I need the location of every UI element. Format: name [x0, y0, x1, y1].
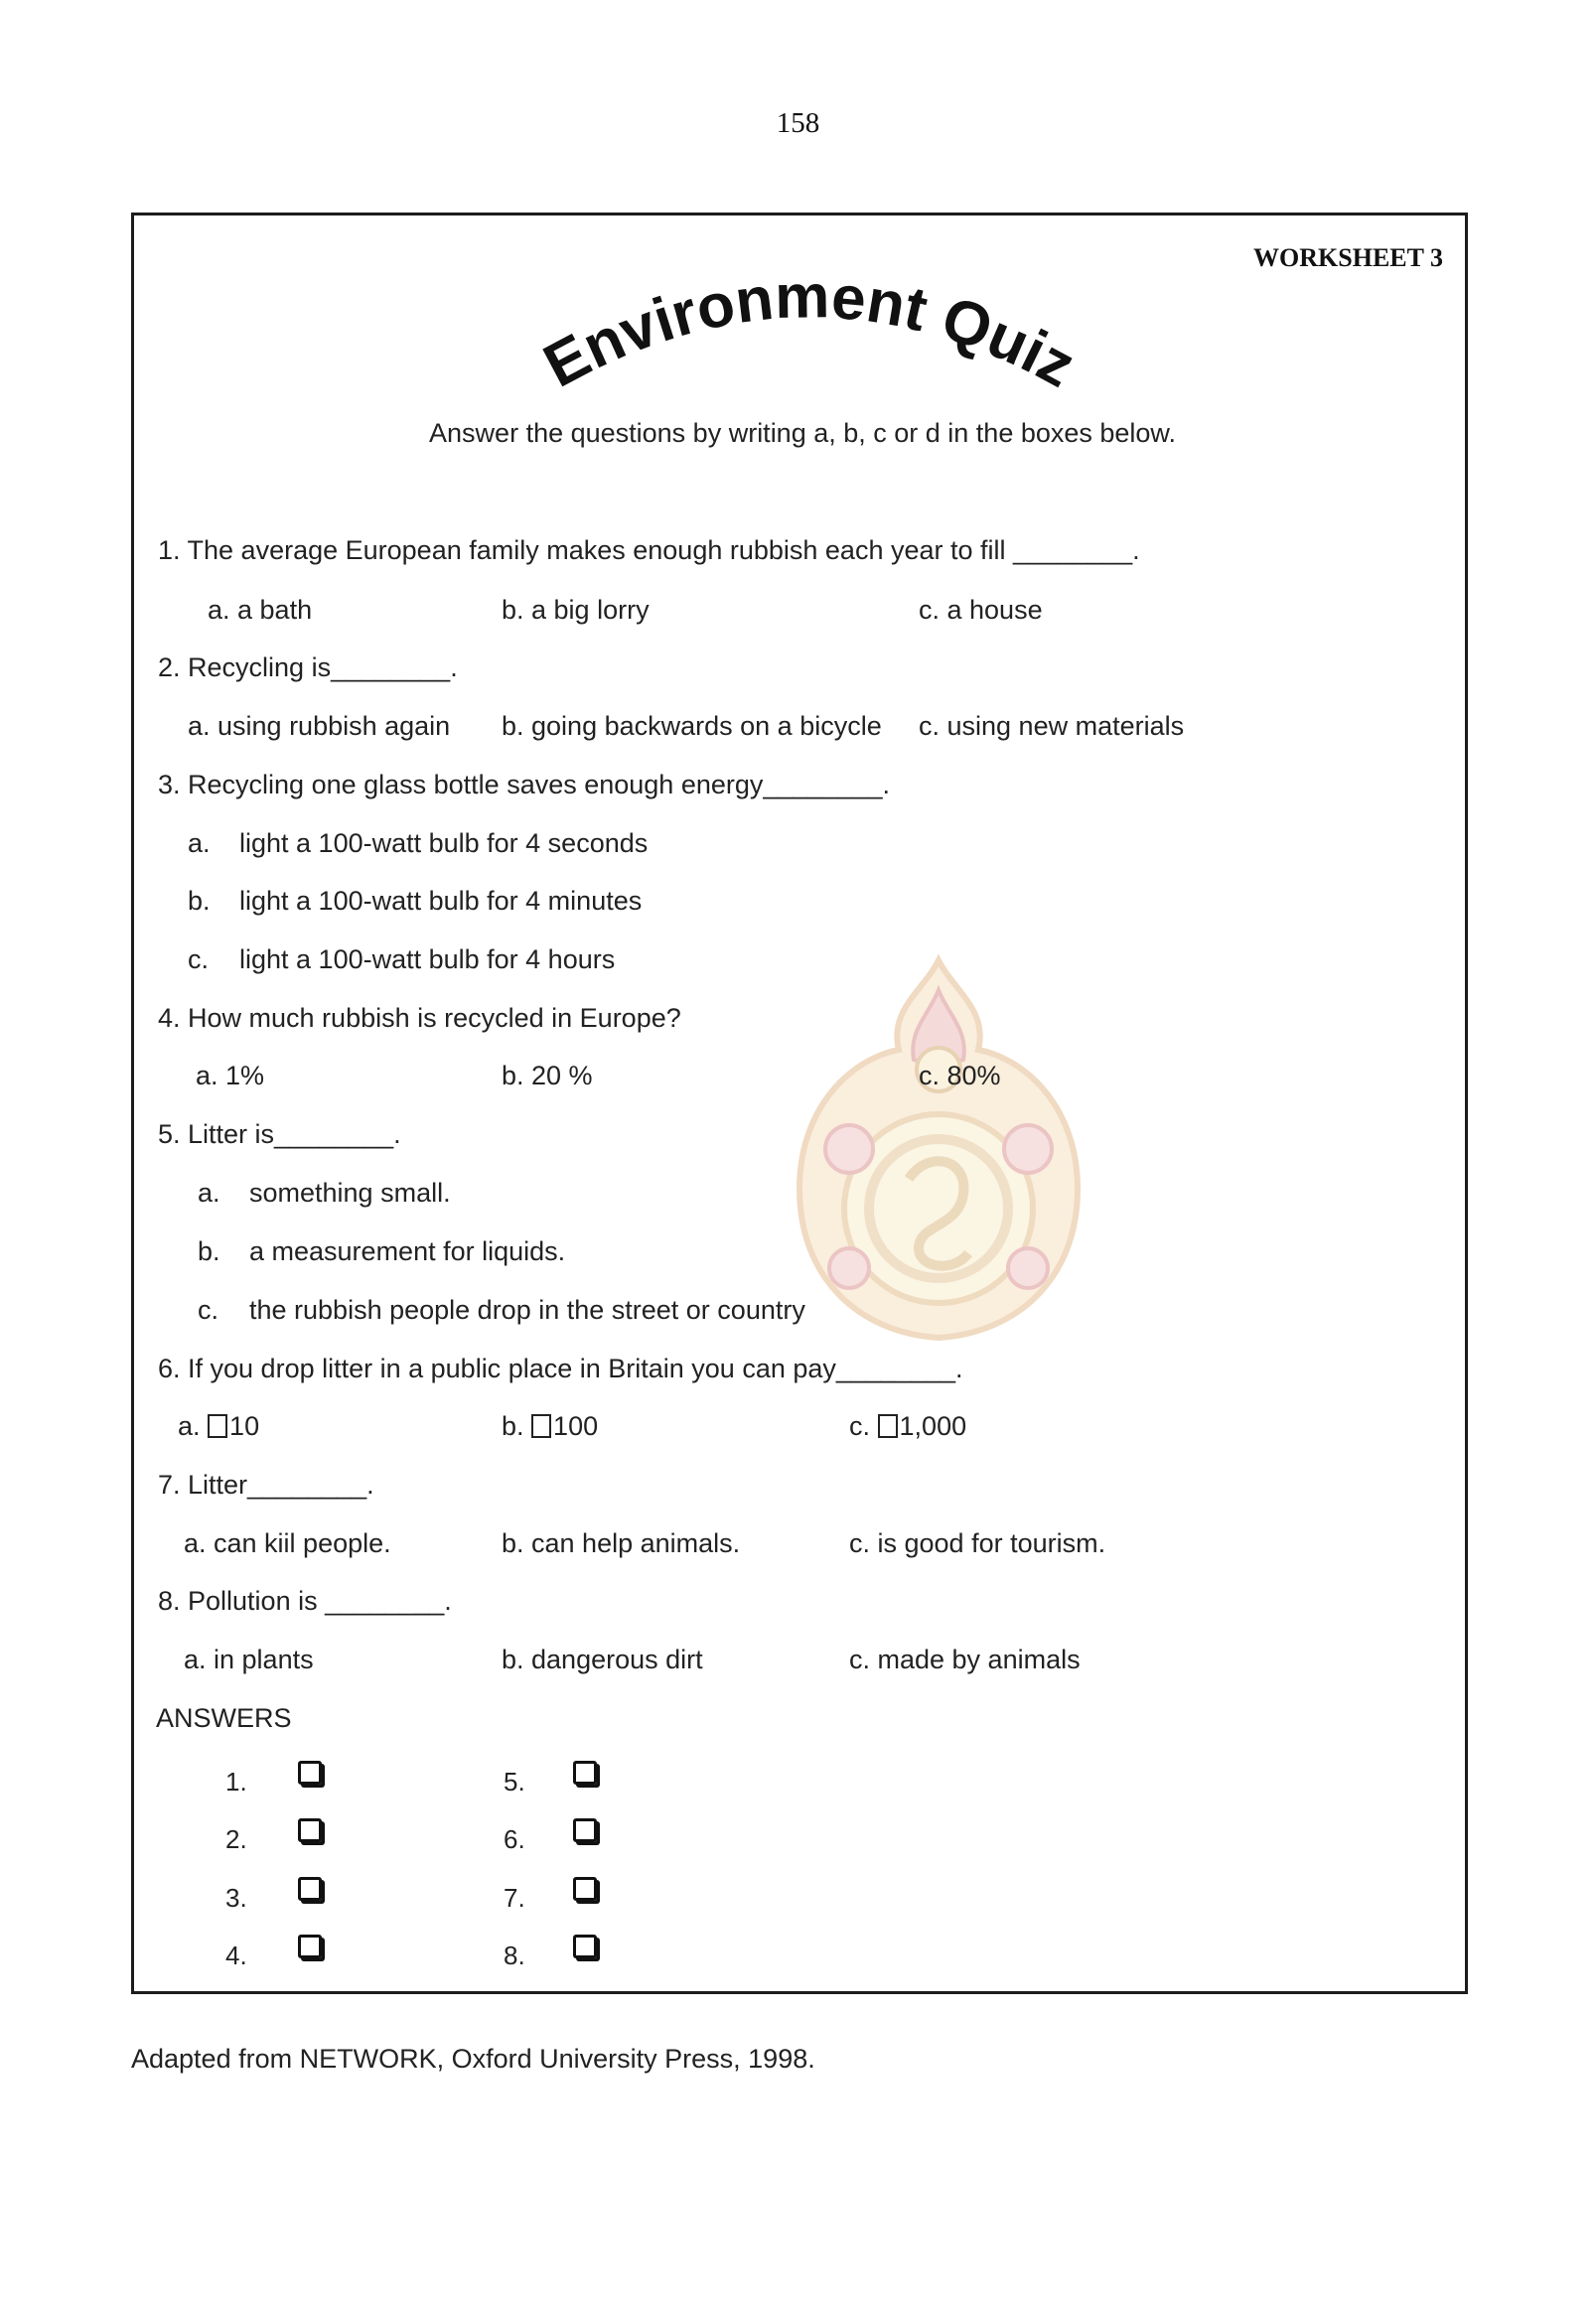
q6-option-c — [849, 1413, 966, 1440]
quiz-title — [511, 235, 1107, 434]
q1-option-a: a. a bath — [208, 595, 313, 625]
source-footer: Adapted from NETWORK, Oxford University Press, 1998. — [131, 2044, 815, 2074]
q5-option-c: the rubbish people drop in the street or country — [249, 1295, 805, 1325]
answer-box-2[interactable] — [298, 1818, 322, 1842]
question-1: 1. The average European family makes enough rubbish each year to fill ________. — [158, 535, 1140, 565]
answer-number: 6. — [504, 1824, 525, 1854]
answer-number: 1. — [225, 1767, 247, 1797]
page-number: 158 — [776, 107, 820, 139]
q6-option-b-letter: b. — [502, 1411, 524, 1441]
answer-number: 3. — [225, 1883, 247, 1913]
q3-option-b: light a 100-watt bulb for 4 minutes — [239, 886, 643, 916]
question-7: 7. Litter________. — [158, 1470, 374, 1500]
answer-number: 7. — [504, 1883, 525, 1913]
q5-option-b-letter: b. — [198, 1236, 220, 1266]
worksheet-frame — [131, 213, 1468, 1994]
q1-option-c: c. a house — [919, 595, 1043, 625]
q6-option-b-value: 100 — [553, 1411, 599, 1441]
answers-heading: ANSWERS — [156, 1703, 292, 1733]
q3-option-a-letter: a. — [188, 828, 211, 858]
currency-box-icon — [878, 1414, 898, 1438]
q7-option-c: c. is good for tourism. — [849, 1528, 1106, 1558]
q3-option-c-letter: c. — [188, 944, 210, 974]
answer-box-3[interactable] — [298, 1877, 322, 1901]
answer-number: 8. — [504, 1941, 525, 1970]
worksheet-label: WORKSHEET 3 — [1253, 243, 1443, 272]
answer-box-4[interactable] — [298, 1935, 322, 1958]
q6-option-c-value: 1,000 — [899, 1411, 967, 1441]
q1-option-b: b. a big lorry — [502, 595, 650, 625]
q5-option-a: something small. — [249, 1178, 451, 1208]
instructions: Answer the questions by writing a, b, c or d in the boxes below. — [429, 418, 1176, 448]
q5-option-b: a measurement for liquids. — [249, 1236, 566, 1266]
q4-option-c: c. 80% — [919, 1061, 1001, 1090]
answer-box-7[interactable] — [573, 1877, 597, 1901]
watermark-seal — [780, 950, 1097, 1348]
q4-option-a: a. 1% — [196, 1061, 265, 1090]
q3-option-a: light a 100-watt bulb for 4 seconds — [239, 828, 649, 858]
answer-box-6[interactable] — [573, 1818, 597, 1842]
q8-option-b: b. dangerous dirt — [502, 1645, 703, 1674]
q2-option-b: b. going backwards on a bicycle — [502, 711, 882, 741]
answer-box-5[interactable] — [573, 1761, 597, 1785]
q6-option-c-letter: c. — [849, 1411, 871, 1441]
q7-option-b: b. can help animals. — [502, 1528, 741, 1558]
currency-box-icon — [208, 1414, 227, 1438]
question-8: 8. Pollution is ________. — [158, 1586, 452, 1616]
svg-text:Environment Quiz — [533, 262, 1087, 401]
q6-option-b — [502, 1413, 598, 1440]
question-6: 6. If you drop litter in a public place in Britain you can pay________. — [158, 1354, 963, 1383]
q6-option-a-letter: a. — [178, 1411, 201, 1441]
answer-number: 4. — [225, 1941, 247, 1970]
currency-box-icon — [531, 1414, 551, 1438]
question-2: 2. Recycling is________. — [158, 652, 458, 682]
q6-option-a — [178, 1413, 259, 1440]
q2-option-a: a. using rubbish again — [188, 711, 451, 741]
question-5: 5. Litter is________. — [158, 1119, 401, 1149]
q7-option-a: a. can kiil people. — [184, 1528, 391, 1558]
q4-option-b: b. 20 % — [502, 1061, 593, 1090]
q3-option-b-letter: b. — [188, 886, 211, 916]
q6-option-a-value: 10 — [229, 1411, 260, 1441]
q3-option-c: light a 100-watt bulb for 4 hours — [239, 944, 616, 974]
answer-box-8[interactable] — [573, 1935, 597, 1958]
quiz-title-text: Environment Quiz — [532, 262, 1087, 401]
answer-number: 2. — [225, 1824, 247, 1854]
q8-option-c: c. made by animals — [849, 1645, 1081, 1674]
q5-option-a-letter: a. — [198, 1178, 220, 1208]
answer-number: 5. — [504, 1767, 525, 1797]
question-3: 3. Recycling one glass bottle saves enough energy________. — [158, 770, 891, 799]
question-4: 4. How much rubbish is recycled in Europe? — [158, 1003, 681, 1033]
q2-option-c: c. using new materials — [919, 711, 1185, 741]
answer-box-1[interactable] — [298, 1761, 322, 1785]
q5-option-c-letter: c. — [198, 1295, 219, 1325]
q8-option-a: a. in plants — [184, 1645, 314, 1674]
